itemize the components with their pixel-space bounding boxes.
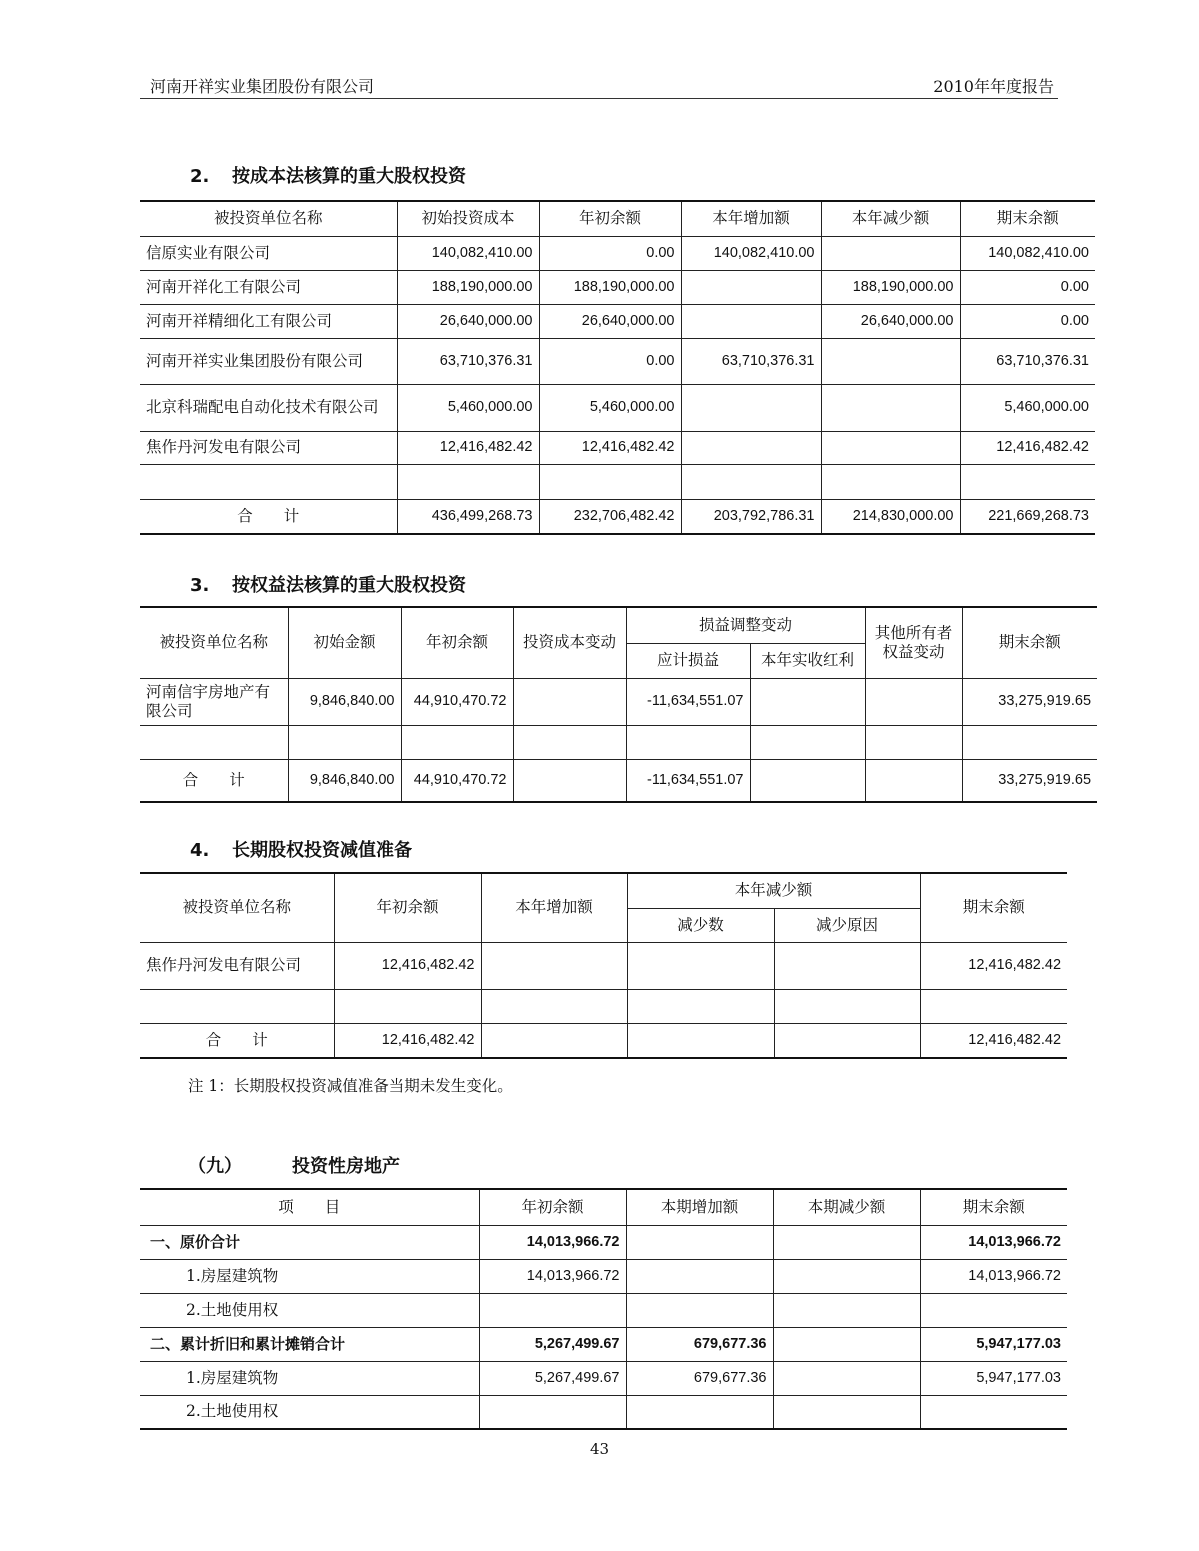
- section3-title: 3. 按权益法核算的重大股权投资: [190, 575, 466, 596]
- section2-title: 2. 按成本法核算的重大股权投资: [190, 166, 466, 187]
- table-row: 焦作丹河发电有限公司 12,416,482.42 12,416,482.42 12,416,482.42: [140, 431, 1095, 464]
- page-header: [140, 72, 1058, 99]
- table-row: [140, 725, 1097, 759]
- section4-title: 4. 长期股权投资减值准备: [190, 840, 412, 861]
- table-row: [140, 989, 1067, 1023]
- table-row: 一、原价合计 14,013,966.72 14,013,966.72: [140, 1225, 1067, 1259]
- table-subheader-row: 减少数 减少原因: [140, 908, 1067, 942]
- table-row: 焦作丹河发电有限公司 12,416,482.42 12,416,482.42: [140, 942, 1067, 989]
- table-header-row: 被投资单位名称 初始金额 年初余额 投资成本变动 损益调整变动 其他所有者权益变动 期末余额: [140, 607, 1097, 643]
- table-row: 2.土地使用权: [140, 1395, 1067, 1429]
- equity-method-table: [140, 606, 1097, 803]
- table-header-row: 被投资单位名称 初始投资成本 年初余额 本年增加额 本年减少额 期末余额: [140, 201, 1095, 236]
- table-row: 河南开祥实业集团股份有限公司 63,710,376.31 0.00 63,710,376.31 63,710,376.31: [140, 338, 1095, 384]
- table-row: 北京科瑞配电自动化技术有限公司 5,460,000.00 5,460,000.00 5,460,000.00: [140, 384, 1095, 431]
- impairment-note: 注 1：长期股权投资减值准备当期未发生变化。: [188, 1077, 513, 1095]
- table-row: 河南信宇房地产有限公司 9,846,840.00 44,910,470.72 -11,634,551.07 33,275,919.65: [140, 678, 1097, 725]
- impairment-table: [140, 872, 1067, 1059]
- total-row: 合 计 12,416,482.42 12,416,482.42: [140, 1023, 1067, 1058]
- table-row: 1.房屋建筑物 5,267,499.67 679,677.36 5,947,177.03: [140, 1361, 1067, 1395]
- page-number: 43: [589, 1440, 610, 1458]
- table-row: 河南开祥精细化工有限公司 26,640,000.00 26,640,000.00 26,640,000.00 0.00: [140, 304, 1095, 338]
- table-row: 信原实业有限公司 140,082,410.00 0.00 140,082,410.00 140,082,410.00: [140, 236, 1095, 270]
- table-header-row: 被投资单位名称 年初余额 本年增加额 本年减少额 期末余额: [140, 873, 1067, 908]
- table-row: 2.土地使用权: [140, 1293, 1067, 1327]
- table-subheader-row: 应计损益 本年实收红利: [140, 643, 1097, 678]
- table-header-row: 项 目 年初余额 本期增加额 本期减少额 期末余额: [140, 1189, 1067, 1225]
- total-row: 合 计 436,499,268.73 232,706,482.42 203,792,786.31 214,830,000.00 221,669,268.73: [140, 499, 1095, 534]
- cost-method-table: [140, 200, 1095, 535]
- investment-property-table: [140, 1188, 1067, 1430]
- section9-title: （九） 投资性房地产: [188, 1156, 400, 1177]
- table-row: 二、累计折旧和累计摊销合计 5,267,499.67 679,677.36 5,947,177.03: [140, 1327, 1067, 1361]
- table-row: 河南开祥化工有限公司 188,190,000.00 188,190,000.00 188,190,000.00 0.00: [140, 270, 1095, 304]
- table-row: [140, 464, 1095, 499]
- report-title: 2010年年度报告: [933, 77, 1054, 96]
- table-row: 1.房屋建筑物 14,013,966.72 14,013,966.72: [140, 1259, 1067, 1293]
- company-name: 河南开祥实业集团股份有限公司: [150, 77, 375, 96]
- total-row: 合 计 9,846,840.00 44,910,470.72 -11,634,551.07 33,275,919.65: [140, 759, 1097, 802]
